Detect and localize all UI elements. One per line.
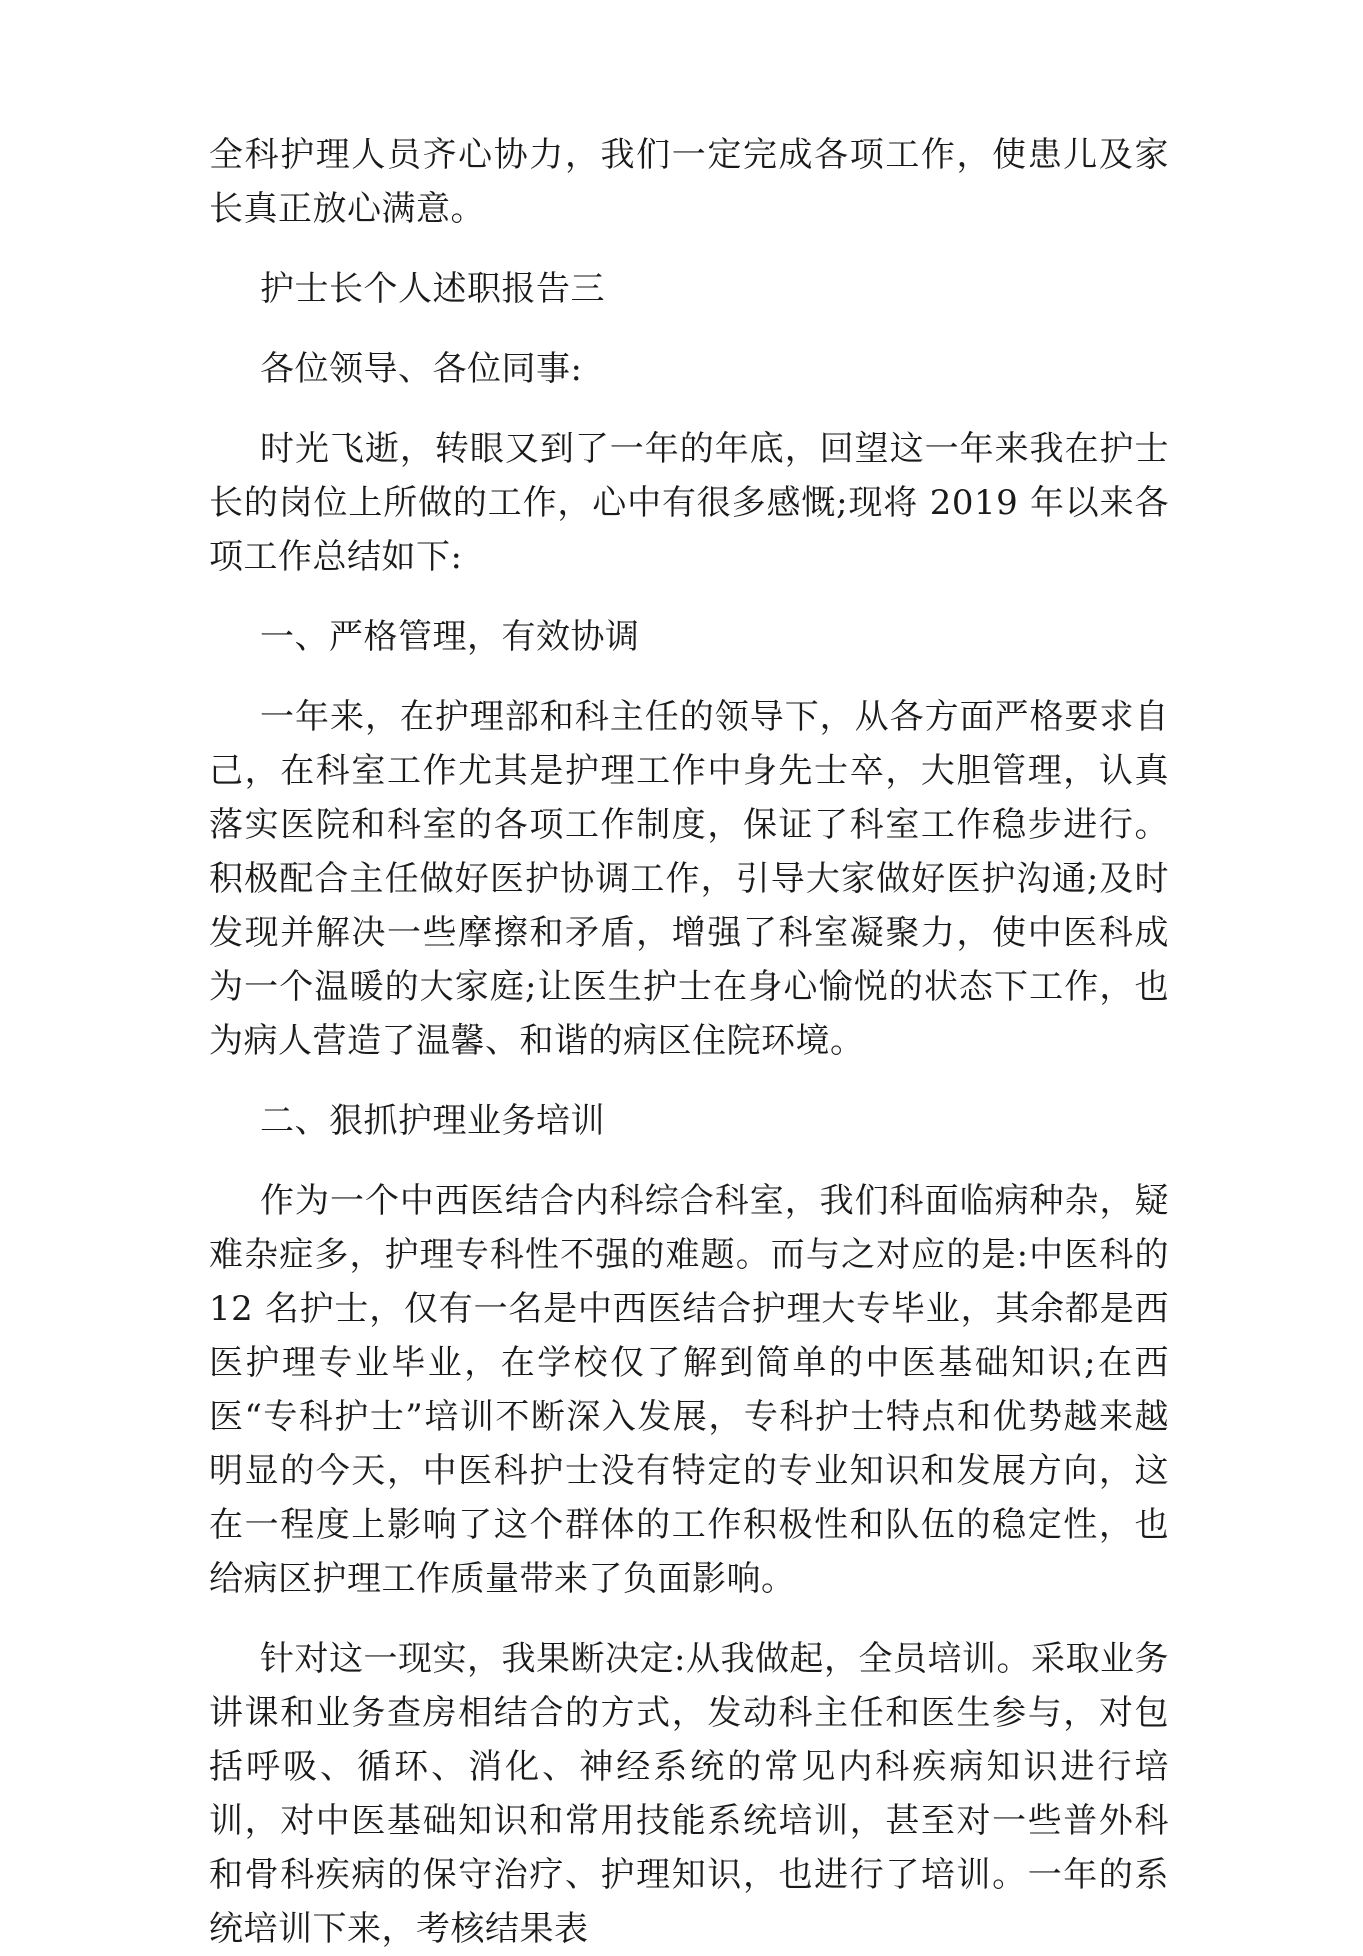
section-heading-1: 一、严格管理，有效协调 <box>260 617 640 657</box>
section-heading-2: 二、狠抓护理业务培训 <box>260 1101 605 1141</box>
document-body <box>209 128 1169 1956</box>
report-title: 护士长个人述职报告三 <box>260 269 605 309</box>
salutation: 各位领导、各位同事: <box>260 349 583 389</box>
paragraph-section-2: 作为一个中西医结合内科综合科室，我们科面临病种杂，疑难杂症多，护理专科性不强的难题。而与之对应的是:中医科的 12 名护士，仅有一名是中西医结合护理大专毕业，其余都是西医护理专业毕业，在学校仅了解到简单的中医基础知识;在西医“专科护士”培训不断深入发展，专科护士特点和优势越来越明显的今天，中医科护士没有特定的专业知识和发展方向，这在一程度上影响了这个群体的工作积极性和队伍的稳定性，也给病区护理工作质量带来了负面影响。 <box>209 1181 1169 1599</box>
paragraph-intro: 时光飞逝，转眼又到了一年的年底，回望这一年来我在护士长的岗位上所做的工作，心中有很多感慨;现将 2019 年以来各项工作总结如下: <box>209 429 1169 577</box>
paragraph-training: 针对这一现实，我果断决定:从我做起，全员培训。采取业务讲课和业务查房相结合的方式，发动科主任和医生参与，对包括呼吸、循环、消化、神经系统的常见内科疾病知识进行培训，对中医基础知识和常用技能系统培训，甚至对一些普外科和骨科疾病的保守治疗、护理知识，也进行了培训。一年的系统培训下来，考核结果表 <box>209 1639 1169 1949</box>
paragraph-section-1: 一年来，在护理部和科主任的领导下，从各方面严格要求自己，在科室工作尤其是护理工作中身先士卒，大胆管理，认真落实医院和科室的各项工作制度，保证了科室工作稳步进行。积极配合主任做好医护协调工作，引导大家做好医护沟通;及时发现并解决一些摩擦和矛盾，增强了科室凝聚力，使中医科成为一个温暖的大家庭;让医生护士在身心愉悦的状态下工作，也为病人营造了温馨、和谐的病区住院环境。 <box>209 697 1169 1061</box>
paragraph-continuation: 全科护理人员齐心协力，我们一定完成各项工作，使患儿及家长真正放心满意。 <box>209 135 1169 229</box>
